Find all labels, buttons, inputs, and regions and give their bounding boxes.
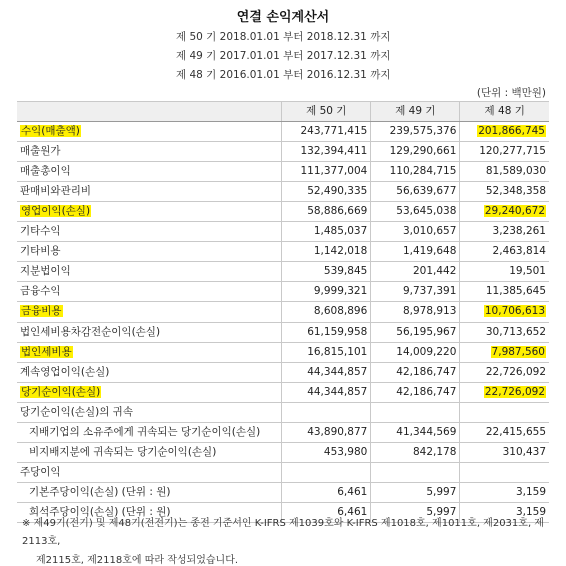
cell-v49 (371, 422, 460, 442)
cell-value: 243,771,415 (300, 125, 368, 138)
cell-v48 (460, 262, 549, 282)
cell-value: 239,575,376 (389, 125, 457, 138)
cell-value: 9,737,391 (402, 285, 457, 298)
cell-value: 22,726,092 (484, 385, 545, 398)
cell-v50 (282, 362, 371, 382)
cell-value: 111,377,004 (300, 165, 368, 178)
row-label (17, 442, 282, 462)
cell-v49 (371, 362, 460, 382)
cell-value: 14,009,220 (396, 345, 457, 358)
cell-value: 1,142,018 (313, 245, 368, 258)
cell-v48 (460, 442, 549, 462)
cell-value: 6,461 (337, 505, 368, 518)
cell-v48 (460, 482, 549, 502)
cell-value: 56,639,677 (396, 185, 457, 198)
cell-value: 58,886,669 (307, 205, 368, 218)
cell-v48 (460, 342, 549, 362)
cell-v48 (460, 182, 549, 202)
table-row (17, 262, 549, 282)
cell-v50 (282, 162, 371, 182)
cell-v48 (460, 302, 549, 322)
cell-value: 61,159,958 (307, 325, 368, 338)
table-row (17, 402, 549, 422)
cell-value: 52,348,358 (485, 185, 546, 198)
row-label-text: 법인세비용차감전순이익(손실) (20, 325, 161, 338)
cell-value: 56,195,967 (396, 325, 457, 338)
cell-v50 (282, 182, 371, 202)
row-label-text: 영업이익(손실) (21, 205, 91, 218)
statement-title: 연결 손익계산서 (236, 10, 330, 25)
cell-value: 44,344,857 (307, 385, 368, 398)
table-row (17, 442, 549, 462)
header-account (17, 102, 282, 122)
row-label (17, 302, 282, 322)
cell-v49 (371, 262, 460, 282)
cell-v50 (282, 122, 371, 142)
period-48: 제 48 기 2016.01.01 부터 2016.12.31 까지 (176, 69, 391, 81)
cell-v49 (371, 182, 460, 202)
table-row (17, 202, 549, 222)
row-label (17, 322, 282, 342)
cell-v50 (282, 242, 371, 262)
table-row (17, 342, 549, 362)
cell-value: 10,706,613 (484, 305, 545, 318)
row-label-text: 법인세비용 (21, 345, 72, 358)
cell-value: 120,277,715 (479, 145, 546, 158)
cell-value: 2,463,814 (492, 245, 546, 258)
row-label (17, 362, 282, 382)
cell-value: 453,980 (323, 445, 368, 458)
cell-v49 (371, 242, 460, 262)
cell-v49 (371, 442, 460, 462)
cell-value: 81,589,030 (485, 165, 546, 178)
table-row (17, 302, 549, 322)
cell-value: 29,240,672 (484, 205, 545, 218)
table-row (17, 422, 549, 442)
cell-v49 (371, 322, 460, 342)
cell-value: 41,344,569 (396, 425, 457, 438)
row-label (17, 142, 282, 162)
row-label (17, 342, 282, 362)
cell-v49 (371, 462, 460, 482)
table-row (17, 482, 549, 502)
cell-value: 11,385,645 (485, 285, 546, 298)
cell-value: 1,485,037 (313, 225, 368, 238)
cell-v50 (282, 262, 371, 282)
cell-v49 (371, 402, 460, 422)
cell-value: 201,442 (412, 265, 457, 278)
cell-value: 9,999,321 (313, 285, 368, 298)
row-label (17, 162, 282, 182)
row-label-text: 기타수익 (20, 225, 61, 238)
row-label (17, 202, 282, 222)
cell-value: 842,178 (412, 445, 457, 458)
cell-v48 (460, 242, 549, 262)
period-49: 제 49 기 2017.01.01 부터 2017.12.31 까지 (176, 50, 391, 62)
table-row (17, 322, 549, 342)
table-row (17, 222, 549, 242)
cell-v48 (460, 322, 549, 342)
cell-v49 (371, 282, 460, 302)
row-label-text: 주당이익 (20, 465, 61, 478)
cell-value: 3,159 (515, 485, 546, 498)
row-label (17, 422, 282, 442)
row-label-text: 지배기업의 소유주에게 귀속되는 당기순이익(손실) (29, 425, 261, 438)
cell-value: 52,490,335 (307, 185, 368, 198)
table-header-row (17, 102, 549, 122)
cell-v48 (460, 382, 549, 402)
table-row (17, 122, 549, 142)
table-row (17, 142, 549, 162)
table-row (17, 182, 549, 202)
cell-value: 3,159 (515, 505, 546, 518)
cell-v48 (460, 362, 549, 382)
cell-value: 8,978,913 (402, 305, 457, 318)
table-row (17, 462, 549, 482)
cell-v48 (460, 202, 549, 222)
row-label-text: 금융비용 (21, 305, 62, 318)
cell-v48 (460, 142, 549, 162)
cell-v48 (460, 162, 549, 182)
cell-value: 539,845 (323, 265, 368, 278)
cell-value: 132,394,411 (300, 145, 368, 158)
cell-v50 (282, 422, 371, 442)
row-label (17, 262, 282, 282)
unit-label: (단위 : 백만원) (476, 87, 546, 99)
cell-v49 (371, 202, 460, 222)
cell-value: 110,284,715 (389, 165, 457, 178)
row-label-text: 당기순이익(손실) (21, 385, 101, 398)
cell-value: 43,890,877 (307, 425, 368, 438)
table-row (17, 162, 549, 182)
footnote-line2: 제2115호, 제2118호에 따라 작성되었습니다. (36, 555, 239, 566)
cell-value: 42,186,747 (396, 385, 457, 398)
cell-v50 (282, 222, 371, 242)
cell-v49 (371, 142, 460, 162)
header-period-48: 제 48 기 (460, 102, 549, 122)
cell-v50 (282, 442, 371, 462)
cell-value: 129,290,661 (389, 145, 457, 158)
cell-value: 22,415,655 (485, 425, 546, 438)
row-label (17, 282, 282, 302)
cell-v48 (460, 222, 549, 242)
cell-value: 8,608,896 (313, 305, 368, 318)
cell-v50 (282, 402, 371, 422)
row-label (17, 222, 282, 242)
row-label-text: 지분법이익 (20, 265, 71, 278)
cell-v50 (282, 382, 371, 402)
cell-v50 (282, 462, 371, 482)
row-label (17, 482, 282, 502)
cell-value: 44,344,857 (307, 365, 368, 378)
cell-value: 16,815,101 (307, 345, 368, 358)
cell-v48 (460, 122, 549, 142)
cell-v50 (282, 302, 371, 322)
cell-v49 (371, 162, 460, 182)
cell-v49 (371, 342, 460, 362)
cell-v50 (282, 202, 371, 222)
row-label (17, 182, 282, 202)
row-label-text: 수익(매출액) (21, 125, 80, 138)
cell-v48 (460, 282, 549, 302)
table-row (17, 282, 549, 302)
header-period-49: 제 49 기 (371, 102, 460, 122)
period-50: 제 50 기 2018.01.01 부터 2018.12.31 까지 (176, 31, 391, 43)
cell-value: 30,713,652 (485, 325, 546, 338)
row-label-text: 희석주당이익(손실) (단위 : 원) (29, 505, 171, 518)
table-row (17, 242, 549, 262)
table-row (17, 382, 549, 402)
cell-value: 7,987,560 (491, 345, 545, 358)
cell-v50 (282, 322, 371, 342)
cell-value: 201,866,745 (478, 125, 545, 138)
cell-v50 (282, 142, 371, 162)
row-label-text: 당기순이익(손실)의 귀속 (20, 405, 133, 418)
row-label (17, 122, 282, 142)
cell-value: 5,997 (426, 505, 457, 518)
table-row (17, 362, 549, 382)
cell-value: 3,010,657 (402, 225, 457, 238)
cell-v49 (371, 382, 460, 402)
cell-v49 (371, 222, 460, 242)
cell-value: 3,238,261 (492, 225, 546, 238)
row-label (17, 382, 282, 402)
cell-value: 1,419,648 (402, 245, 457, 258)
cell-v49 (371, 302, 460, 322)
row-label-text: 기본주당이익(손실) (단위 : 원) (29, 485, 171, 498)
cell-v50 (282, 482, 371, 502)
row-label-text: 계속영업이익(손실) (20, 365, 110, 378)
row-label-text: 기타비용 (20, 245, 61, 258)
cell-v48 (460, 422, 549, 442)
cell-v50 (282, 342, 371, 362)
row-label (17, 402, 282, 422)
cell-v50 (282, 282, 371, 302)
cell-v48 (460, 462, 549, 482)
cell-v49 (371, 122, 460, 142)
cell-v48 (460, 402, 549, 422)
cell-value: 53,645,038 (396, 205, 457, 218)
cell-value: 42,186,747 (396, 365, 457, 378)
footnote-line1: ※ 제49기(전기) 및 제48기(전전기)는 종전 기준서인 K-IFRS 제1039호와 K-IFRS 제1018호, 제1011호, 제2031호, 제 2113호, (22, 518, 544, 547)
cell-value: 6,461 (337, 485, 368, 498)
row-label-text: 매출원가 (20, 145, 61, 158)
row-label-text: 금융수익 (20, 285, 61, 298)
cell-value: 310,437 (502, 445, 546, 458)
cell-value: 19,501 (509, 265, 546, 278)
income-statement-table (17, 101, 549, 523)
row-label-text: 판매비와관리비 (20, 185, 92, 198)
row-label (17, 242, 282, 262)
row-label-text: 비지배지분에 귀속되는 당기순이익(손실) (29, 445, 217, 458)
cell-value: 22,726,092 (485, 365, 546, 378)
row-label (17, 462, 282, 482)
cell-v49 (371, 482, 460, 502)
row-label-text: 매출총이익 (20, 165, 71, 178)
header-period-50: 제 50 기 (282, 102, 371, 122)
cell-value: 5,997 (426, 485, 457, 498)
